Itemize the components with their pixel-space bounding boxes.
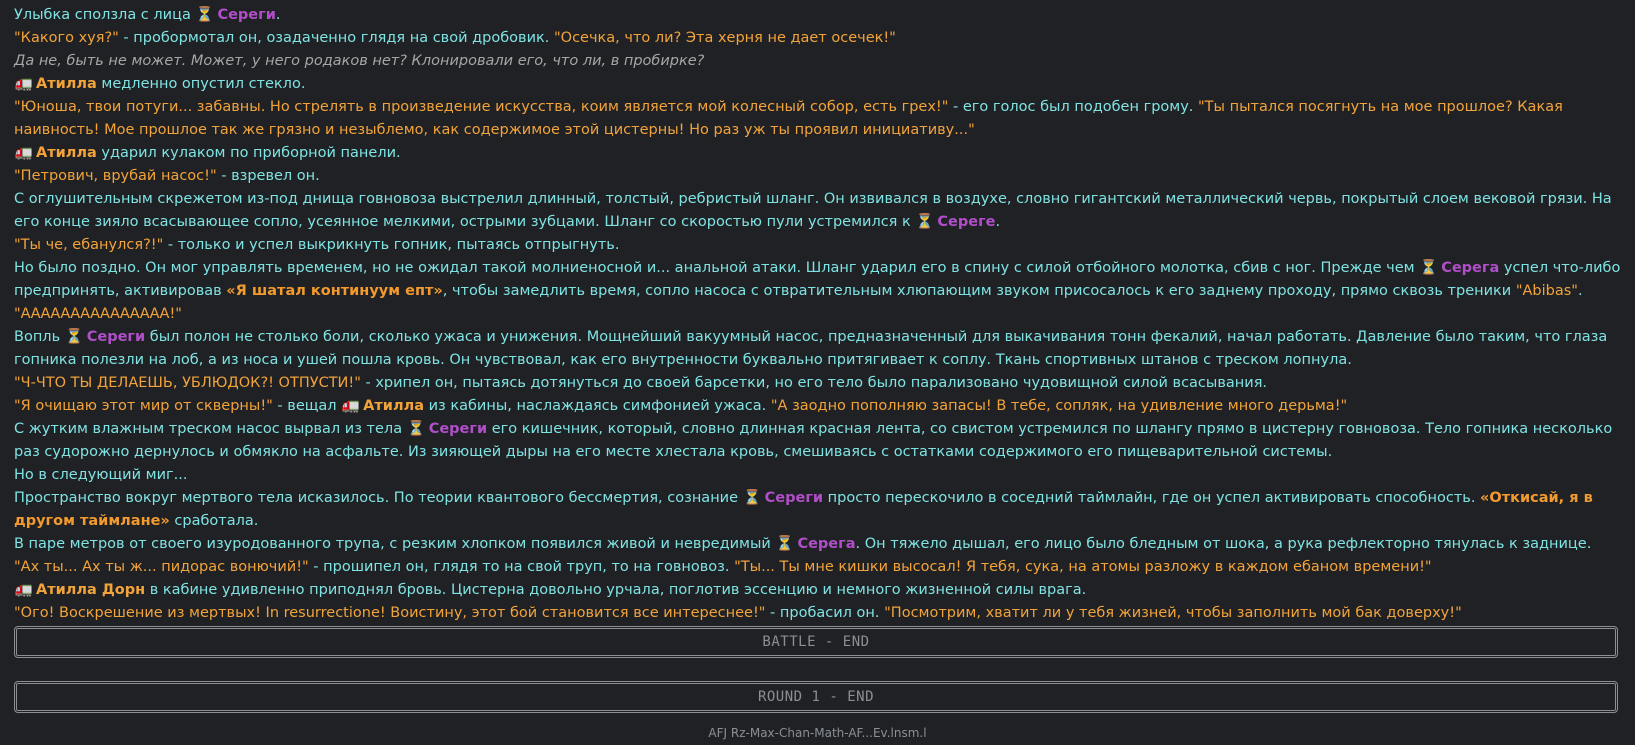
log-line: "Петрович, врубай насос!" - взревел он. — [14, 168, 320, 184]
round-end-banner: ROUND 1 - END — [14, 681, 1618, 713]
hourglass-icon: ⏳ — [407, 421, 426, 437]
log-line: "Ты че, ебанулся?!" - только и успел выкрикнуть гопник, пытаясь отпрыгнуть. — [14, 237, 620, 253]
log-line: Вопль ⏳ Сереги был полон не столько боли, сколько ужаса и унижения. Мощнейший вакуумный насос, предназначенный для выкачивания тонн фекалий, начал работать. Давление было таким, что глаза гопника полезли на лоб, а из носа и ушей пошла кровь. Он чувствовал, как его внутренности буквально притягивает к соплу. Ткань спортивных штанов с треском лопнула. — [14, 326, 1622, 372]
log-line: "Я очищаю этот мир от скверны!" - вещал 🚛 Атилла из кабины, наслаждаясь симфонией ужаса. "А заодно пополняю запасы! В тебе, сопляк, на удивление много дерьма!" — [14, 395, 1622, 418]
character-name: Сереги — [764, 490, 824, 506]
skill-name: «Я шатал континуум епт» — [226, 283, 443, 299]
character-name: Сереги — [217, 7, 276, 23]
log-line: Но в следующий миг... — [14, 467, 188, 483]
battle-end-banner: BATTLE - END — [14, 626, 1618, 658]
character-name: Атилла — [363, 398, 424, 414]
log-line-thought: Да не, быть не может. Может, у него родаков нет? Клонировали его, что ли, в пробирке? — [14, 53, 705, 69]
skill-name: «Откисай, я в другом таймлане» — [14, 490, 1593, 529]
log-line: 🚛 Атилла Дорн в кабине удивленно приподнял бровь. Цистерна довольно урчала, поглотив эссенцию и немного жизненной силы врага. — [14, 579, 1622, 602]
log-line: Но было поздно. Он мог управлять временем, но не ожидал такой молниеносной и... анальной атаки. Шланг ударил его в спину с силой отбойного молотка, сбив с ног. Прежде чем ⏳ Серега успел что-либо предпринять, активировав «Я шатал континуум епт», чтобы замедлить время, сопло насоса с отвратительным хлюпающим звуком присосалось к его заднему проходу, прямо сквозь треники "Abibas". — [14, 257, 1622, 303]
hourglass-icon: ⏳ — [195, 7, 214, 23]
log-line: Пространство вокруг мертвого тела исказилось. По теории квантового бессмертия, сознание ⏳ Сереги просто перескочило в соседний таймлайн, где он успел активировать способность. «Откисай, я в другом таймлане» сработала. — [14, 487, 1622, 533]
log-line: "ААААААААААААААА!" — [14, 306, 182, 322]
hourglass-icon: ⏳ — [1419, 260, 1438, 276]
log-line: "Ах ты... Ах ты ж... пидорас вонючий!" - прошипел он, глядя то на свой труп, то на говновоз. "Ты... Ты мне кишки высосал! Я тебя, сука, на атомы разложу в каждом ебаном времени!" — [14, 559, 1432, 575]
character-name: Атилла — [36, 76, 97, 92]
log-line: 🚛 Атилла ударил кулаком по приборной панели. — [14, 142, 1622, 165]
battle-log — [14, 4, 1622, 625]
character-name: Атилла — [36, 145, 97, 161]
hourglass-icon: ⏳ — [915, 214, 934, 230]
log-line: С оглушительным скрежетом из-под днища говновоза выстрелил длинный, толстый, ребристый шланг. Он извивался в воздухе, словно гигантский металлический червь, покрытый слоем вековой грязи. На его конце зияло всасывающее сопло, усеянное мелкими, острыми зубцами. Шланг со скоростью пули устремился к ⏳ Сереге. — [14, 188, 1622, 234]
truck-icon: 🚛 — [14, 145, 33, 161]
character-name: Серега — [1441, 260, 1500, 276]
log-line: "Какого хуя?" - пробормотал он, озадаченно глядя на свой дробовик. "Осечка, что ли? Эта херня не дает осечек!" — [14, 30, 896, 46]
hourglass-icon: ⏳ — [775, 536, 794, 552]
hourglass-icon: ⏳ — [743, 490, 762, 506]
footer-text: AFJ Rz-Max-Chan-Math-AF...Ev.lnsm.l — [708, 726, 927, 740]
log-line: "Юноша, твои потуги... забавны. Но стрелять в произведение искусства, коим является мой колесный собор, есть грех!" - его голос был подобен грому. "Ты пытался посягнуть на мое прошлое? Какая наивность! Мое прошлое так же грязно и незыблемо, как содержимое этой цистерны! Но раз уж ты проявил инициативу..." — [14, 99, 1563, 138]
truck-icon: 🚛 — [14, 582, 33, 598]
log-line: Улыбка сползла с лица ⏳ Сереги. — [14, 4, 1622, 27]
log-line: "Ого! Воскрешение из мертвых! In resurrectione! Воистину, этот бой становится все интереснее!" - пробасил он. "Посмотрим, хватит ли у тебя жизней, чтобы заполнить мой бак доверху!" — [14, 605, 1462, 621]
truck-icon: 🚛 — [341, 398, 360, 414]
hourglass-icon: ⏳ — [65, 329, 84, 345]
log-line: 🚛 Атилла медленно опустил стекло. — [14, 73, 1622, 96]
log-line: С жутким влажным треском насос вырвал из тела ⏳ Сереги его кишечник, который, словно длинная красная лента, со свистом устремился по шлангу прямо в цистерну говновоза. Тело гопника несколько раз судорожно дернулось и обмякло на асфальте. Из зияющей дыры на его месте хлестала кровь, смешиваясь с остатками содержимого его пищеварительной системы. — [14, 418, 1622, 464]
truck-icon: 🚛 — [14, 76, 33, 92]
character-name: Атилла Дорн — [36, 582, 146, 598]
character-name: Серега — [797, 536, 856, 552]
character-name: Сереги — [428, 421, 488, 437]
log-line: "Ч-ЧТО ТЫ ДЕЛАЕШЬ, УБЛЮДОК?! ОТПУСТИ!" - хрипел он, пытаясь дотянуться до своей барсетки, но его тело было парализовано чудовищной силой всасывания. — [14, 375, 1268, 391]
character-name: Сереги — [86, 329, 146, 345]
character-name: Сереге — [937, 214, 996, 230]
log-line: В паре метров от своего изуродованного трупа, с резким хлопком появился живой и невредимый ⏳ Серега. Он тяжело дышал, его лицо было бледным от шока, а рука рефлекторно тянулась к заднице. — [14, 533, 1622, 556]
